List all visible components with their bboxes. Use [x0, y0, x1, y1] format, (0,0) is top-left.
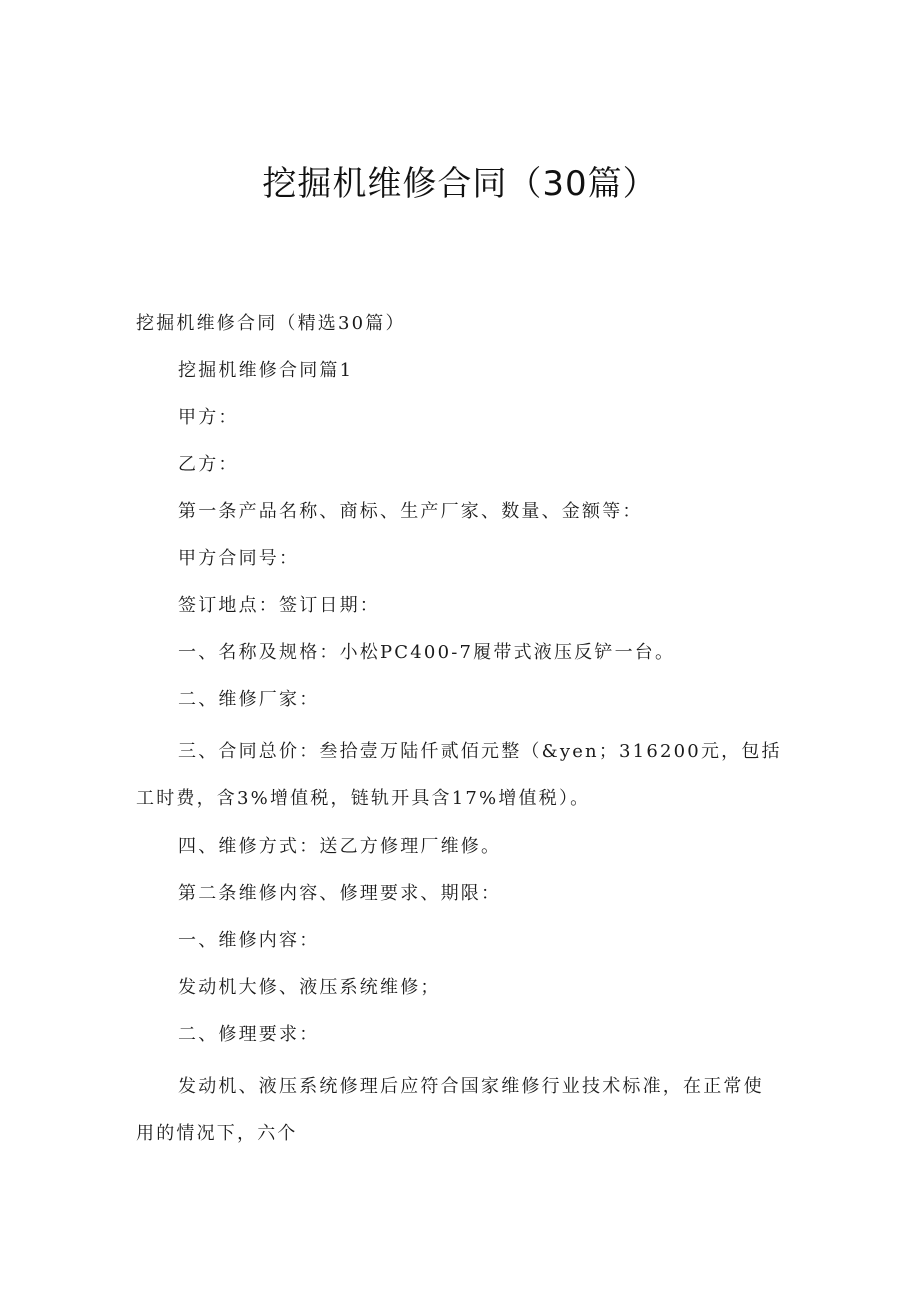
item-one-line: 一、名称及规格：小松PC400-7履带式液压反铲一台。: [178, 642, 676, 663]
section-heading: 挖掘机维修合同篇1: [178, 360, 354, 381]
item-three-paragraph: 三、合同总价：叁拾壹万陆仟贰佰元整（&yen；316200元，包括工时费，含3%增值税，链轨开具含17%增值税）。: [136, 741, 782, 809]
requirements-heading: 二、修理要求：: [178, 1024, 320, 1045]
signing-info-line: 签订地点：签订日期：: [178, 595, 380, 616]
item-two-line: 二、维修厂家：: [178, 689, 320, 710]
content-heading: 一、维修内容：: [178, 930, 320, 951]
article-two-heading: 第二条维修内容、修理要求、期限：: [178, 883, 502, 904]
party-a-line: 甲方：: [178, 407, 239, 428]
requirements-paragraph: 发动机、液压系统修理后应符合国家维修行业技术标准，在正常使用的情况下，六个: [136, 1076, 764, 1144]
contract-number-line: 甲方合同号：: [178, 548, 300, 569]
party-b-line: 乙方：: [178, 454, 239, 475]
document-title: 挖掘机维修合同（30篇）: [262, 164, 658, 204]
content-body-line: 发动机大修、液压系统维修；: [178, 977, 441, 998]
document-subtitle: 挖掘机维修合同（精选30篇）: [136, 313, 406, 334]
article-one-heading: 第一条产品名称、商标、生产厂家、数量、金额等：: [178, 501, 643, 522]
item-four-line: 四、维修方式：送乙方修理厂维修。: [178, 836, 502, 857]
